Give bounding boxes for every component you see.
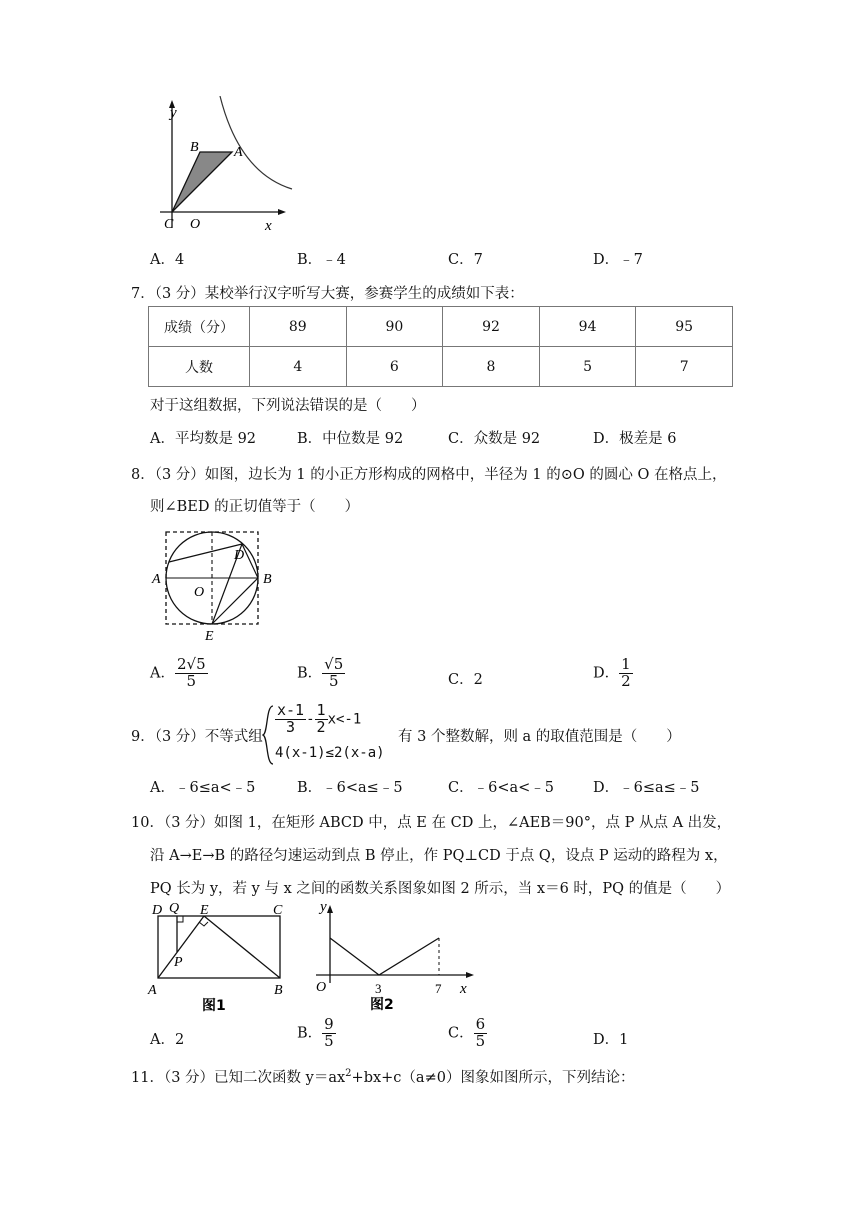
q9-option-a[interactable]: A．﹣6≤a<﹣5 (150, 780, 256, 796)
q10-option-c-letter: C． (448, 1025, 474, 1042)
table-cell: 94 (539, 307, 636, 347)
q6-option-b[interactable]: B．﹣4 (297, 252, 346, 268)
q10-fig2-label-x: x (460, 981, 467, 997)
q8-label-O: O (194, 585, 205, 600)
q9-brace (262, 705, 274, 765)
q8-label-D: D (234, 548, 245, 563)
table-cell: 4 (250, 347, 347, 387)
q8-label-E: E (205, 629, 214, 644)
q10-figure-1 (144, 900, 294, 1018)
q6-label-y: y (170, 105, 177, 121)
q6-label-B: B (190, 140, 199, 155)
q7-option-d[interactable]: D．极差是 6 (593, 431, 677, 447)
table-cell: 8 (443, 347, 540, 387)
q7-score-table (148, 306, 733, 387)
q10-line1: 10．（3 分）如图 1，在矩形 ABCD 中，点 E 在 CD 上，∠AEB＝90°，点 P 从点 A 出发， (131, 815, 732, 831)
q10-option-b-fraction: $\frac{9}{5}$ (324, 1015, 334, 1050)
q10-fig2-label-y: y (320, 899, 327, 915)
q8-option-a[interactable] (150, 657, 208, 690)
q7-question: 对于这组数据，下列说法错误的是（ ） (150, 398, 426, 414)
q11-superscript: 2 (345, 1068, 352, 1080)
q8-option-d-fraction: $\frac{1}{2}$ (621, 655, 631, 690)
q6-option-d[interactable]: D．﹣7 (593, 252, 643, 268)
table-cell: 95 (636, 307, 733, 347)
q10-option-b[interactable] (297, 1017, 336, 1050)
q10-option-c[interactable] (448, 1017, 487, 1050)
table-header-cell: 成绩（分） (149, 307, 250, 347)
q10-figure-2 (308, 895, 478, 1020)
q8-option-a-fraction: $\frac{2√5}{5}$ (176, 655, 206, 690)
q8-option-a-letter: A． (150, 665, 175, 682)
table-header-cell: 人数 (149, 347, 250, 387)
table-cell: 89 (250, 307, 347, 347)
q9-fraction-2: $\frac{1}{2}$ (316, 701, 326, 736)
q9-option-b[interactable]: B．﹣6<a≤﹣5 (297, 780, 403, 796)
q10-line3: PQ 长为 y，若 y 与 x 之间的函数关系图象如图 2 所示，当 x＝6 时，PQ 的值是（ ） (150, 881, 731, 897)
q7-option-b[interactable]: B．中位数是 92 (297, 431, 404, 447)
q10-line2: 沿 A→E→B 的路径匀速运动到点 B 停止，作 PQ⊥CD 于点 Q，设点 P 运动的路程为 x， (150, 848, 728, 864)
q10-fig2-tick-3: 3 (375, 981, 382, 996)
q9-fraction-1: $\frac{x-1}{3}$ (277, 701, 305, 736)
q9-inequality-1: $\frac{x-1}{3}$ - $\frac{1}{2}$ x<-1 (277, 701, 362, 736)
q10-fig1-label-B: B (274, 983, 283, 998)
q9-suffix: 有 3 个整数解，则 a 的取值范围是（ ） (398, 729, 681, 745)
q9-option-c[interactable]: C．﹣6<a<﹣5 (448, 780, 554, 796)
q10-fig1-caption: 图1 (202, 998, 226, 1014)
q6-option-a[interactable]: A．4 (150, 252, 185, 268)
q8-option-b-fraction: $\frac{√5}{5}$ (324, 655, 344, 690)
q8-option-b-letter: B． (297, 665, 323, 682)
q10-option-c-fraction: $\frac{6}{5}$ (475, 1015, 486, 1050)
q10-fig1-label-P: P (174, 955, 183, 970)
q8-option-b[interactable] (297, 657, 345, 690)
table-row (149, 347, 733, 387)
q7-option-c[interactable]: C．众数是 92 (448, 431, 541, 447)
q10-fig1-label-A: A (148, 983, 157, 998)
table-row (149, 307, 733, 347)
q9-inequality-2: 4(x-1)≤2(x-a) (275, 745, 385, 761)
table-cell: 5 (539, 347, 636, 387)
q10-option-a[interactable]: A．2 (150, 1032, 185, 1048)
q8-option-d-letter: D． (593, 665, 620, 682)
q8-label-A: A (152, 572, 161, 587)
q10-fig1-label-Q: Q (169, 901, 180, 916)
q6-label-x: x (265, 218, 272, 234)
q7-stem: 7．（3 分）某校举行汉字听写大赛，参赛学生的成绩如下表： (131, 286, 524, 302)
q6-figure (150, 96, 300, 236)
q9-option-d[interactable]: D．﹣6≤a≤﹣5 (593, 780, 700, 796)
q6-label-C: C (164, 217, 174, 232)
q10-option-d[interactable]: D．1 (593, 1032, 629, 1048)
q8-figure (148, 526, 283, 644)
q10-fig1-label-E: E (200, 903, 209, 918)
q10-fig2-caption: 图2 (370, 997, 394, 1013)
table-cell: 7 (636, 347, 733, 387)
table-cell: 90 (346, 307, 443, 347)
q11-stem (131, 1066, 634, 1087)
q10-fig2-tick-7: 7 (435, 981, 442, 996)
q8-stem-line1: 8．（3 分）如图，边长为 1 的小正方形构成的网格中，半径为 1 的⊙O 的圆心 O 在格点上， (131, 467, 727, 483)
q9-prefix: 9．（3 分）不等式组 (131, 729, 263, 745)
q8-label-B: B (263, 572, 272, 587)
q10-option-b-letter: B． (297, 1025, 323, 1042)
q11-stem-part-2: +bx+c（a≠0）图象如图所示，下列结论： (351, 1070, 635, 1086)
q8-option-d[interactable] (593, 657, 633, 690)
q7-option-a[interactable]: A．平均数是 92 (150, 431, 257, 447)
q6-option-c[interactable]: C．7 (448, 252, 483, 268)
q6-label-A: A (234, 145, 243, 160)
q10-fig1-label-C: C (273, 903, 283, 918)
table-cell: 92 (443, 307, 540, 347)
q8-option-c[interactable]: C．2 (448, 672, 483, 688)
q11-stem-part-1: 11．（3 分）已知二次函数 y＝ax (131, 1070, 346, 1086)
q8-stem-line2: 则∠BED 的正切值等于（ ） (150, 499, 360, 515)
table-cell: 6 (346, 347, 443, 387)
q10-fig1-label-D: D (152, 903, 163, 918)
q6-label-O: O (190, 217, 201, 232)
q10-fig2-label-O: O (316, 980, 327, 995)
